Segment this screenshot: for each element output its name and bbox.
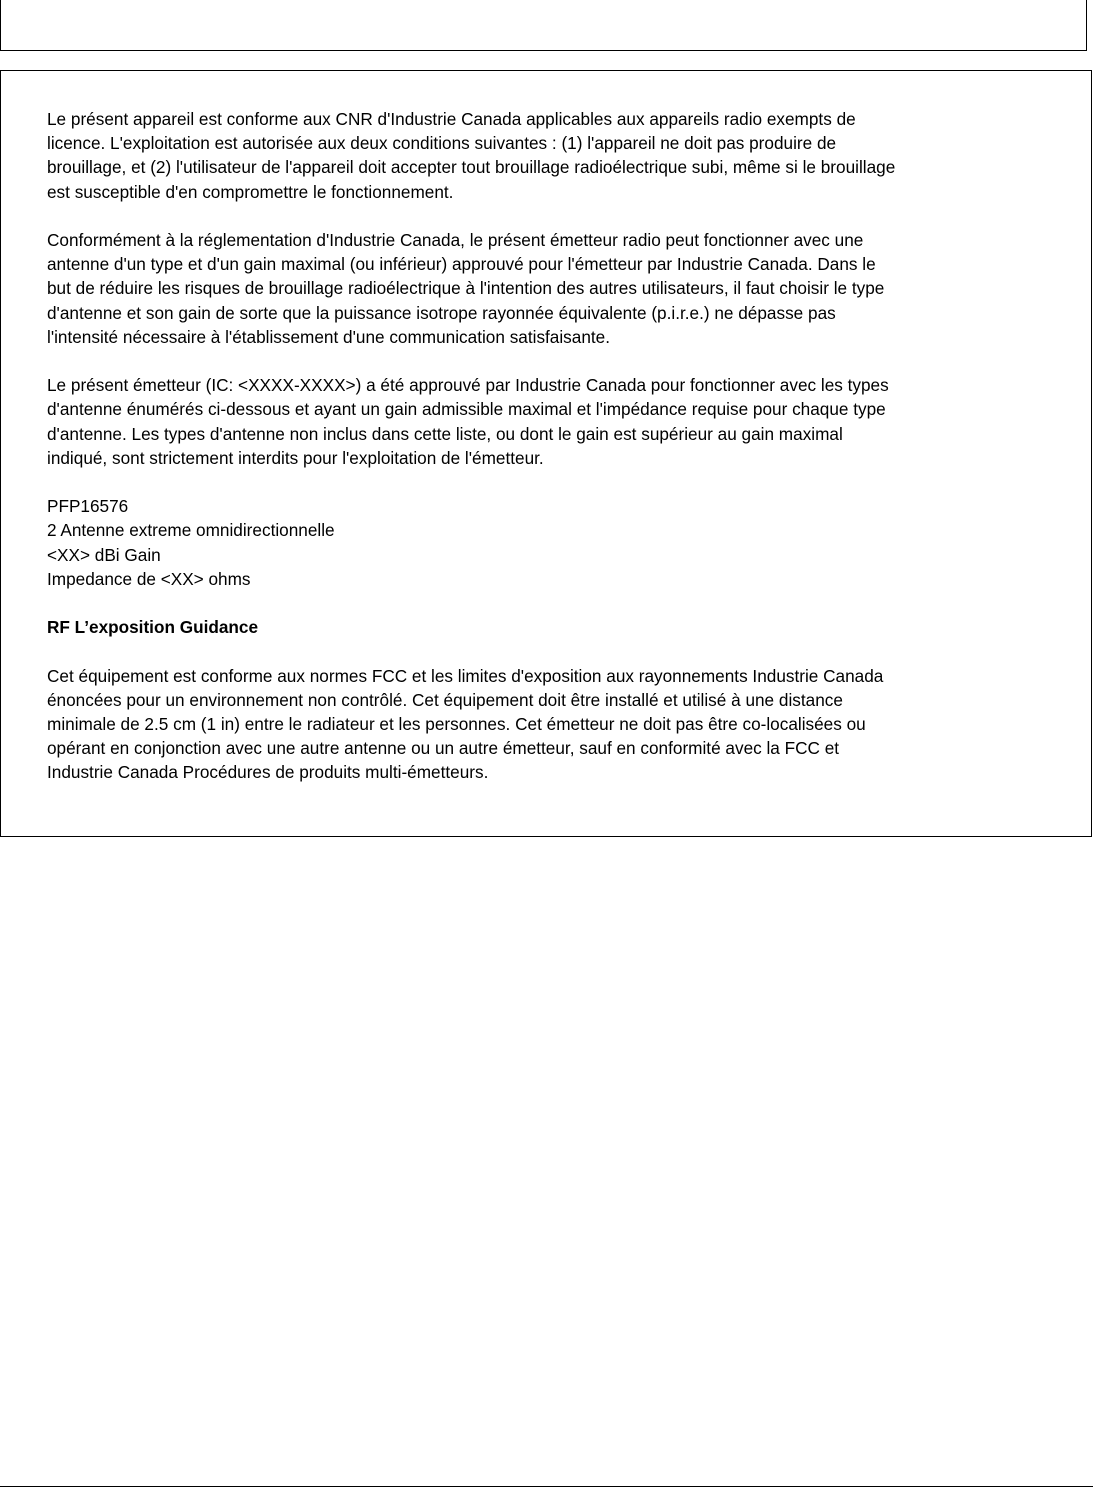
rf-exposure-heading: RF L’exposition Guidance [47, 617, 259, 638]
text-line: indiqué, sont strictement interdits pour l'exploitation de l'émetteur. [47, 447, 544, 468]
text-line: Conformément à la réglementation d'Industrie Canada, le présent émetteur radio peut fonctionner avec une [47, 230, 864, 250]
text-line: Le présent émetteur (IC: <XXXX-XXXX>) a été approuvé par Industrie Canada pour fonctionner avec les types [47, 375, 889, 396]
rf-exposure-paragraph [47, 664, 1047, 785]
text-line: d'antenne. Les types d'antenne non inclus dans cette liste, ou dont le gain est supérieur au gain maximal [47, 423, 843, 444]
antenna-regulation-paragraph [47, 228, 1047, 349]
antenna-impedance: Impedance de <XX> ohms [47, 568, 251, 589]
text-line: Cet équipement est conforme aux normes FCC et les limites d'exposition aux rayonnements Industrie Canada [47, 665, 884, 686]
ised-exemption-paragraph [47, 107, 1047, 204]
transmitter-approval-paragraph [47, 373, 1047, 470]
footer-divider [0, 1486, 1093, 1487]
compliance-notice-box [0, 70, 1092, 837]
text-line: brouillage, et (2) l'utilisateur de l'appareil doit accepter tout brouillage radioélectrique subi, même si le brouillage [47, 157, 896, 178]
text-line: d'antenne énumérés ci-dessous et ayant un gain admissible maximal et l'impédance requise pour chaque type [47, 399, 886, 420]
antenna-spec-list [47, 494, 1047, 591]
antenna-part-number: PFP16576 [47, 496, 129, 517]
text-line: opérant en conjonction avec une autre antenne ou un autre émetteur, sauf en conformité avec la FCC et [47, 738, 840, 759]
text-line: but de réduire les risques de brouillage radioélectrique à l'intention des autres utilisateurs, il faut choisir le type [47, 278, 885, 299]
header-frame [0, 0, 1087, 51]
text-line: est susceptible d'en compromettre le fonctionnement. [47, 181, 454, 202]
antenna-gain: <XX> dBi Gain [47, 544, 161, 565]
text-line: d'antenne et son gain de sorte que la puissance isotrope rayonnée équivalente (p.i.r.e.) ne dépasse pas [47, 302, 836, 323]
compliance-notice-text [47, 107, 1047, 809]
text-line: antenne d'un type et d'un gain maximal (ou inférieur) approuvé pour l'émetteur par Industrie Canada. Dans le [47, 254, 876, 275]
text-line: minimale de 2.5 cm (1 in) entre le radiateur et les personnes. Cet émetteur ne doit pas être co-localisées ou [47, 714, 866, 734]
text-line: Le présent appareil est conforme aux CNR d'Industrie Canada applicables aux appareils radio exempts de [47, 109, 856, 129]
text-line: énoncées pour un environnement non contrôlé. Cet équipement doit être installé et utilisé à une distance [47, 689, 843, 710]
antenna-type: 2 Antenne extreme omnidirectionnelle [47, 520, 335, 541]
text-line: l'intensité nécessaire à l'établissement d'une communication satisfaisante. [47, 326, 611, 347]
text-line: licence. L'exploitation est autorisée aux deux conditions suivantes : (1) l'appareil ne doit pas produire de [47, 133, 837, 154]
text-line: Industrie Canada Procédures de produits multi-émetteurs. [47, 762, 489, 783]
